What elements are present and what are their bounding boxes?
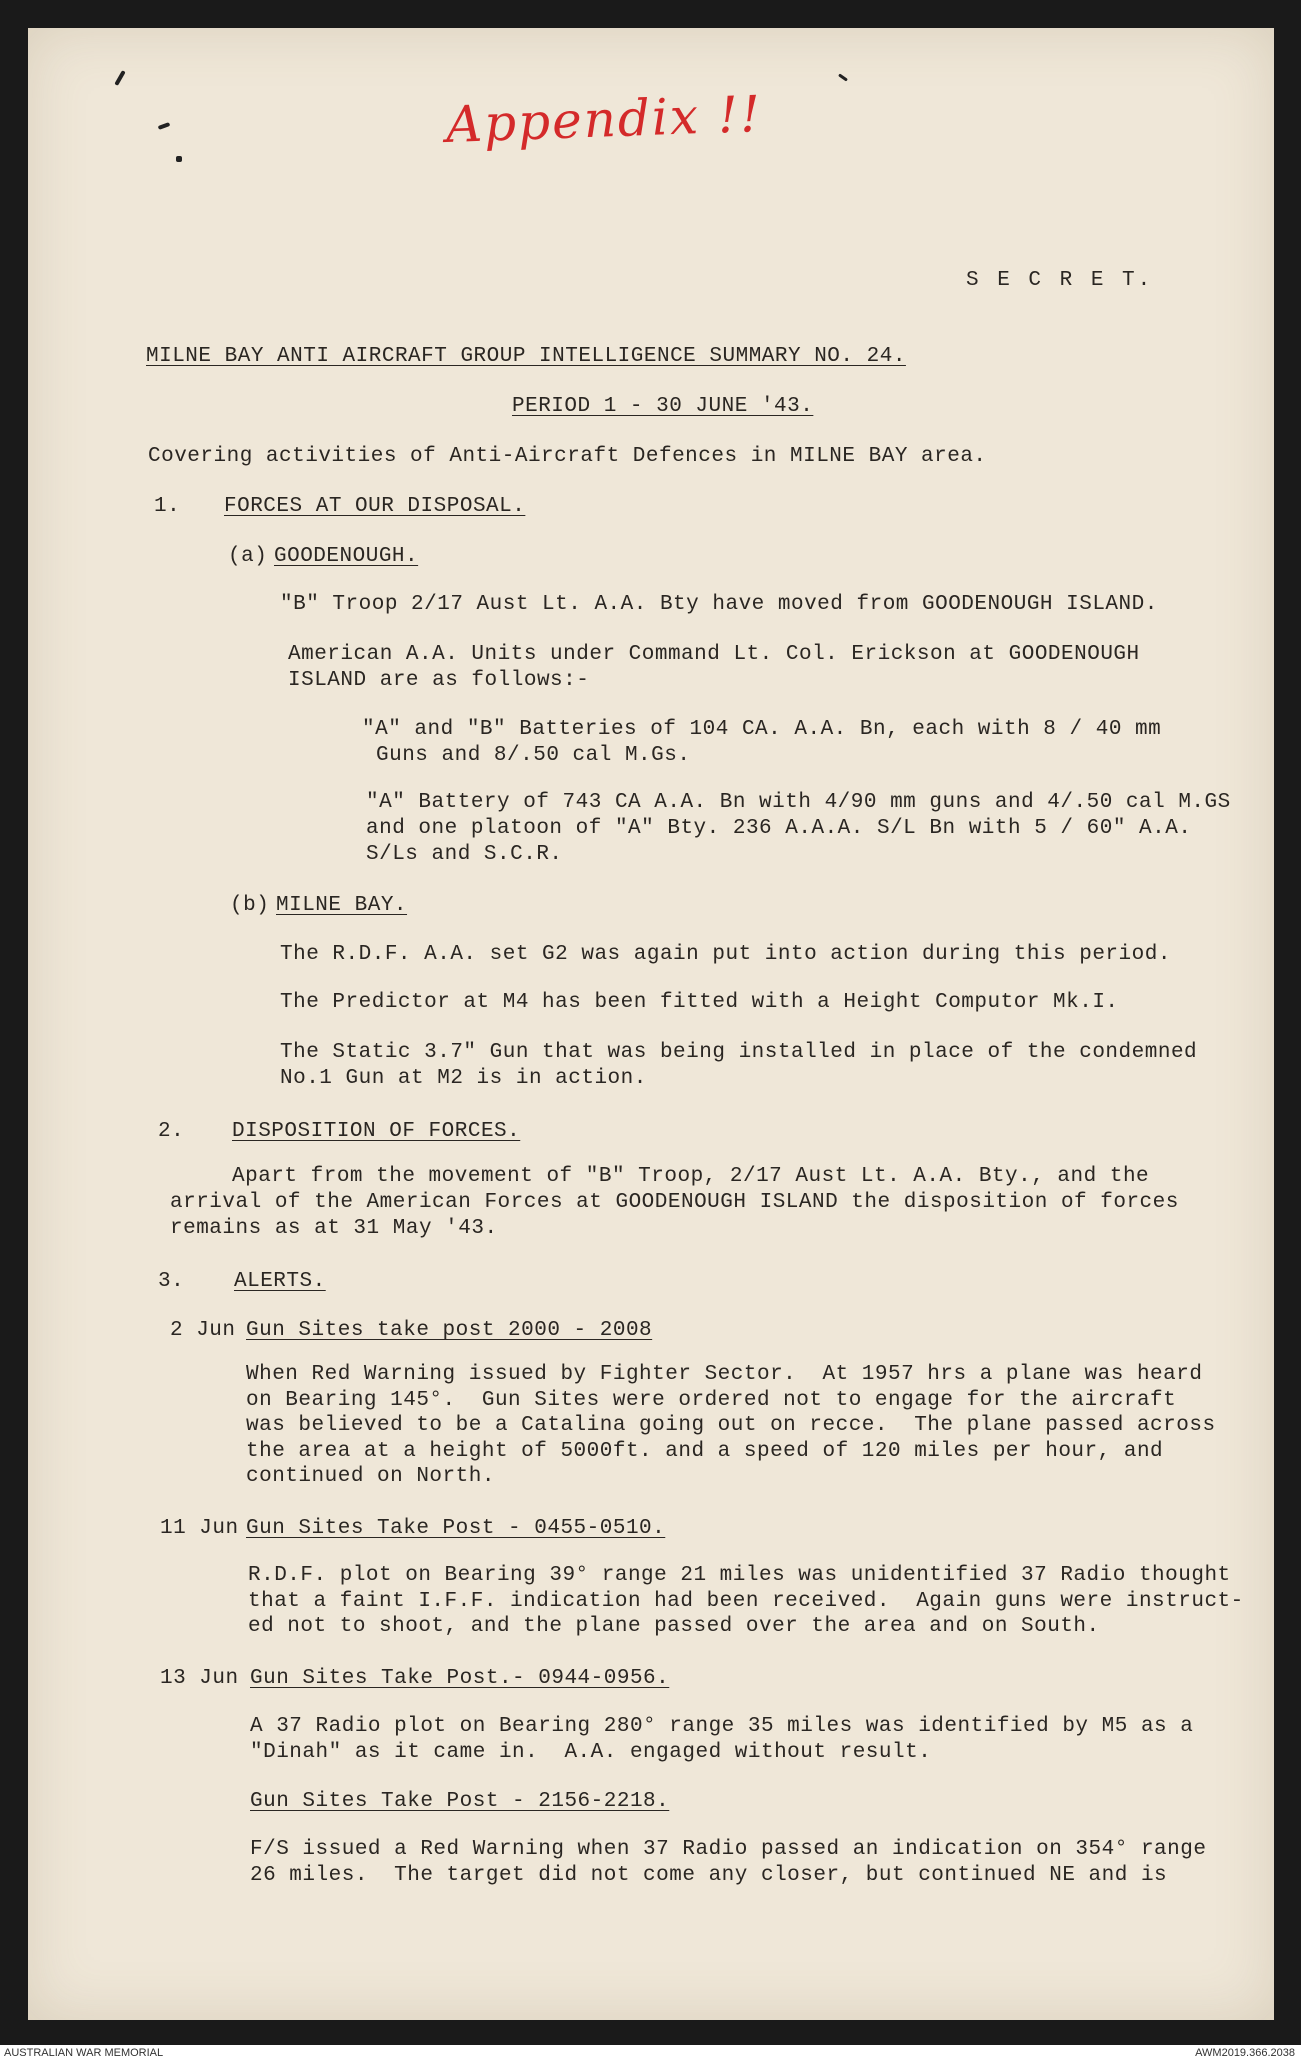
alert-1-date: 2 Jun <box>170 1319 236 1342</box>
section-1-heading: FORCES AT OUR DISPOSAL. <box>224 495 526 518</box>
goodenough-para-4-line-2: and one platoon of "A" Bty. 236 A.A.A. S/L Bn with 5 / 60" A.A. <box>366 817 1192 840</box>
ink-speck <box>158 122 171 130</box>
goodenough-para-3-line-2: Guns and 8/.50 cal M.Gs. <box>376 744 691 767</box>
alert-1-line-2: on Bearing 145°. Gun Sites were ordered not to engage for the aircraft <box>246 1389 1177 1412</box>
alert-4-line-1: F/S issued a Red Warning when 37 Radio passed an indication on 354° range <box>250 1838 1207 1861</box>
footer-accession-number: AWM2019.366.2038 <box>1195 2047 1295 2059</box>
goodenough-para-2-line-2: ISLAND are as follows:- <box>288 669 590 692</box>
alert-1-line-3: was believed to be a Catalina going out on recce. The plane passed across <box>246 1414 1216 1437</box>
section-3-number: 3. <box>158 1270 185 1293</box>
goodenough-para-4-line-3: S/Ls and S.C.R. <box>366 843 563 866</box>
milne-bay-para-3-line-1: The Static 3.7" Gun that was being installed in place of the condemned <box>280 1041 1198 1064</box>
milne-bay-para-3-line-2: No.1 Gun at M2 is in action. <box>280 1067 647 1090</box>
alert-1-line-5: continued on North. <box>246 1465 495 1488</box>
footer-bar <box>0 2045 1301 2061</box>
subsection-a-heading: GOODENOUGH. <box>274 545 419 568</box>
subsection-b-heading: MILNE BAY. <box>276 894 408 917</box>
milne-bay-para-2: The Predictor at M4 has been fitted with a Height Computor Mk.I. <box>280 991 1119 1014</box>
alert-2-line-2: that a faint I.F.F. indication had been received. Again guns were instruct- <box>248 1590 1244 1613</box>
alert-2-line-3: ed not to shoot, and the plane passed over the area and on South. <box>248 1615 1100 1638</box>
section-1-number: 1. <box>154 495 181 518</box>
section-2-number: 2. <box>158 1120 185 1143</box>
ink-speck <box>838 73 848 81</box>
document-title: MILNE BAY ANTI AIRCRAFT GROUP INTELLIGENCE SUMMARY NO. 24. <box>146 345 906 368</box>
alert-3-title: Gun Sites Take Post.- 0944-0956. <box>250 1667 670 1690</box>
milne-bay-para-1: The R.D.F. A.A. set G2 was again put into action during this period. <box>280 943 1171 966</box>
classification-label: S E C R E T. <box>966 269 1154 292</box>
document-period: PERIOD 1 - 30 JUNE '43. <box>512 395 814 418</box>
disposition-line-2: arrival of the American Forces at GOODENOUGH ISLAND the disposition of forces <box>170 1191 1179 1214</box>
alert-3-date: 13 Jun <box>160 1667 239 1690</box>
goodenough-para-1: "B" Troop 2/17 Aust Lt. A.A. Bty have moved from GOODENOUGH ISLAND. <box>280 593 1158 616</box>
alert-1-line-4: the area at a height of 5000ft. and a speed of 120 miles per hour, and <box>246 1440 1164 1463</box>
disposition-line-1: Apart from the movement of "B" Troop, 2/17 Aust Lt. A.A. Bty., and the <box>232 1165 1150 1188</box>
subsection-a-label: (a) <box>228 545 268 568</box>
goodenough-para-3-line-1: "A" and "B" Batteries of 104 CA. A.A. Bn, each with 8 / 40 mm <box>362 718 1162 741</box>
alert-2-title: Gun Sites Take Post - 0455-0510. <box>246 1517 666 1540</box>
intro-line: Covering activities of Anti-Aircraft Defences in MILNE BAY area. <box>148 445 987 468</box>
subsection-b-label: (b) <box>230 894 270 917</box>
section-3-heading: ALERTS. <box>234 1270 326 1293</box>
alert-2-date: 11 Jun <box>160 1517 239 1540</box>
footer-source: AUSTRALIAN WAR MEMORIAL <box>4 2047 164 2059</box>
alert-3-line-1: A 37 Radio plot on Bearing 280° range 35 miles was identified by M5 as a <box>250 1715 1194 1738</box>
alert-1-title: Gun Sites take post 2000 - 2008 <box>246 1319 653 1342</box>
alert-1-line-1: When Red Warning issued by Fighter Sector. At 1957 hrs a plane was heard <box>246 1363 1203 1386</box>
section-2-heading: DISPOSITION OF FORCES. <box>232 1120 521 1143</box>
alert-4-title: Gun Sites Take Post - 2156-2218. <box>250 1790 670 1813</box>
ink-speck <box>114 70 125 86</box>
goodenough-para-2-line-1: American A.A. Units under Command Lt. Col. Erickson at GOODENOUGH <box>288 643 1140 666</box>
ink-speck <box>176 156 182 162</box>
alert-2-line-1: R.D.F. plot on Bearing 39° range 21 miles was unidentified 37 Radio thought <box>248 1564 1231 1587</box>
alert-4-line-2: 26 miles. The target did not come any closer, but continued NE and is <box>250 1864 1168 1887</box>
handwritten-appendix-note: Appendix !! <box>444 84 764 154</box>
disposition-line-3: remains as at 31 May '43. <box>170 1217 498 1240</box>
alert-3-line-2: "Dinah" as it came in. A.A. engaged without result. <box>250 1741 932 1764</box>
goodenough-para-4-line-1: "A" Battery of 743 CA A.A. Bn with 4/90 mm guns and 4/.50 cal M.GS <box>366 791 1231 814</box>
